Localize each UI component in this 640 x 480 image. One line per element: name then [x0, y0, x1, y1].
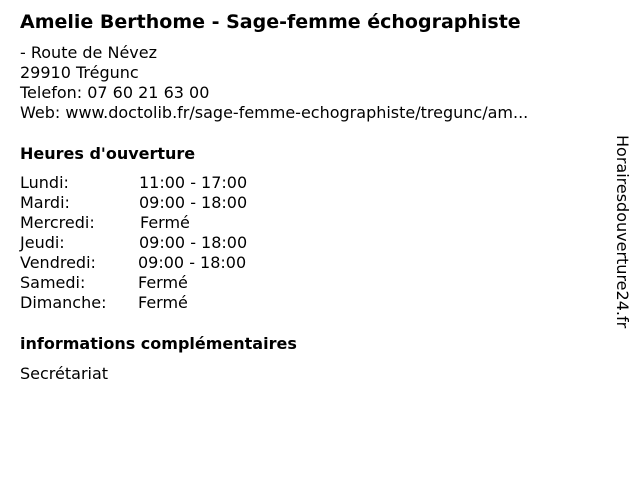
hours-value: Fermé	[140, 213, 190, 232]
hours-value: 09:00 - 18:00	[139, 233, 248, 252]
hours-value: 09:00 - 18:00	[138, 253, 247, 272]
day-label: Vendredi:	[20, 253, 96, 272]
city-line: 29910 Trégunc	[20, 63, 139, 82]
day-label: Samedi:	[20, 273, 86, 292]
site-watermark: Horairesdouverture24.fr	[613, 135, 632, 329]
hours-value: Fermé	[138, 293, 188, 312]
business-title: Amelie Berthome - Sage-femme échographiste	[20, 11, 521, 33]
day-label: Mardi:	[20, 193, 70, 212]
day-label: Dimanche:	[20, 293, 107, 312]
street-line: - Route de Névez	[20, 43, 157, 62]
day-label: Jeudi:	[20, 233, 65, 252]
hours-value: Fermé	[138, 273, 188, 292]
day-label: Mercredi:	[20, 213, 95, 232]
day-label: Lundi:	[20, 173, 69, 192]
additional-info-heading: informations complémentaires	[20, 334, 297, 353]
hours-value: 11:00 - 17:00	[139, 173, 248, 192]
opening-hours-heading: Heures d'ouverture	[20, 144, 196, 163]
phone-line: Telefon: 07 60 21 63 00	[20, 83, 210, 102]
additional-info-text: Secrétariat	[20, 364, 109, 383]
website-line: Web: www.doctolib.fr/sage-femme-echographiste/tregunc/am...	[20, 103, 529, 122]
business-address	[20, 43, 528, 123]
hours-value: 09:00 - 18:00	[139, 193, 248, 212]
